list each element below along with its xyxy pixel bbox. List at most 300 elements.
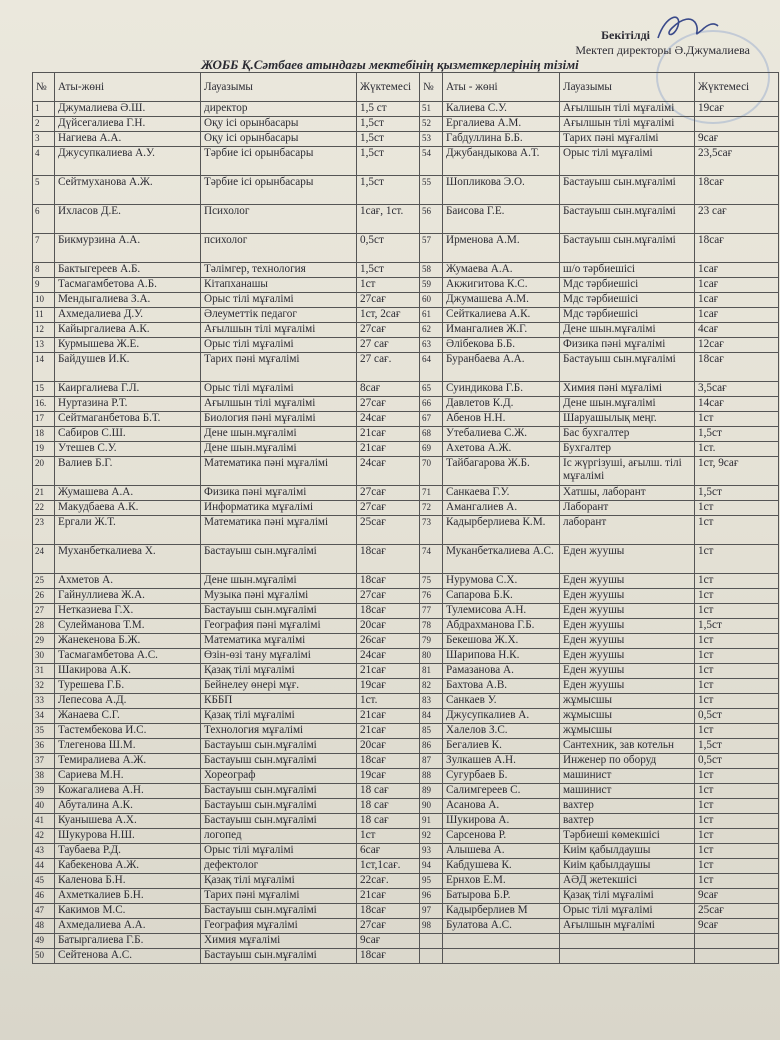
cell-name: Темиралиева А.Ж. (55, 754, 201, 769)
cell-n: 46 (33, 889, 55, 904)
cell-name: Ахмедалиева А.А. (55, 919, 201, 934)
cell-n: 25 (33, 574, 55, 589)
cell-position: Қазақ тілі мұғалімі (201, 709, 357, 724)
cell-position: Математика пәні мұғалімі (201, 457, 357, 486)
table-row (33, 132, 779, 147)
cell-n-2: 85 (420, 724, 443, 739)
cell-position-2: Мдс тәрбиешісі (560, 293, 695, 308)
table-row (33, 919, 779, 934)
cell-load-2: 18сағ (695, 176, 779, 205)
cell-n-2: 63 (420, 338, 443, 353)
cell-n-2: 66 (420, 397, 443, 412)
table-row (33, 889, 779, 904)
cell-n: 35 (33, 724, 55, 739)
table-row (33, 604, 779, 619)
cell-n-2: 57 (420, 234, 443, 263)
cell-load-2: 1ст (695, 604, 779, 619)
cell-n-2: 61 (420, 308, 443, 323)
cell-load-2: 25сағ (695, 904, 779, 919)
cell-position-2: машинист (560, 784, 695, 799)
cell-name: Нагиева А.А. (55, 132, 201, 147)
cell-n-2: 60 (420, 293, 443, 308)
cell-n: 15 (33, 382, 55, 397)
cell-load-2: 1сағ (695, 308, 779, 323)
cell-name: Джумалиева Ә.Ш. (55, 102, 201, 117)
cell-n-2: 64 (420, 353, 443, 382)
table-row (33, 278, 779, 293)
cell-n: 26 (33, 589, 55, 604)
table-row (33, 949, 779, 964)
cell-name-2: Суиндикова Г.Б. (443, 382, 560, 397)
cell-name-2: Амангалиев А. (443, 501, 560, 516)
cell-position: Қазақ тілі мұғалімі (201, 664, 357, 679)
cell-load: 21сағ (357, 664, 420, 679)
cell-load-2: 1ст (695, 859, 779, 874)
cell-load-2: 3,5сағ (695, 382, 779, 397)
cell-position: Дене шын.мұғалімі (201, 427, 357, 442)
table-row (33, 874, 779, 889)
cell-position-2: Физика пәні мұғалімі (560, 338, 695, 353)
cell-name: Ахметов А. (55, 574, 201, 589)
table-row (33, 634, 779, 649)
cell-n: 8 (33, 263, 55, 278)
cell-n-2: 98 (420, 919, 443, 934)
cell-name-2: Зулкашев А.Н. (443, 754, 560, 769)
cell-position-2: Хатшы, лаборант (560, 486, 695, 501)
cell-position-2: Орыс тілі мұғалімі (560, 147, 695, 176)
cell-n: 36 (33, 739, 55, 754)
cell-load-2: 1,5ст (695, 427, 779, 442)
cell-n: 22 (33, 501, 55, 516)
cell-load: 24сағ (357, 457, 420, 486)
cell-name-2: Ахетова А.Ж. (443, 442, 560, 457)
cell-load: 27сағ (357, 919, 420, 934)
director-line: Мектеп директоры Ә.Джумалиева (575, 43, 750, 57)
cell-position: Музыка пәні мұғалімі (201, 589, 357, 604)
cell-name: Турешева Г.Б. (55, 679, 201, 694)
col-header-load-2: Жүктемесі (695, 73, 779, 102)
cell-load: 24сағ (357, 412, 420, 427)
cell-load: 27сағ (357, 486, 420, 501)
cell-name-2: Сейткалиева А.К. (443, 308, 560, 323)
cell-load-2: 1сағ (695, 263, 779, 278)
cell-n: 4 (33, 147, 55, 176)
cell-name: Джусупкалиева А.У. (55, 147, 201, 176)
cell-load-2: 1,5ст (695, 619, 779, 634)
cell-n-2: 92 (420, 829, 443, 844)
cell-name: Каленова Б.Н. (55, 874, 201, 889)
cell-position-2: жұмысшы (560, 724, 695, 739)
cell-position: Тарих пәні мұғалімі (201, 353, 357, 382)
table-row (33, 844, 779, 859)
cell-load-2: 1ст (695, 814, 779, 829)
cell-position: Бастауыш сын.мұғалімі (201, 814, 357, 829)
cell-name: Ахметкалиев Б.Н. (55, 889, 201, 904)
cell-load: 0,5ст (357, 234, 420, 263)
cell-n-2: 73 (420, 516, 443, 545)
cell-name: Лепесова А.Д. (55, 694, 201, 709)
cell-position: География мұғалімі (201, 919, 357, 934)
table-row (33, 397, 779, 412)
cell-name-2: Давлетов К.Д. (443, 397, 560, 412)
cell-name: Гайнуллиева Ж.А. (55, 589, 201, 604)
cell-load-2: 18сағ (695, 234, 779, 263)
cell-load-2: 1сағ (695, 293, 779, 308)
cell-load-2: 1ст (695, 874, 779, 889)
cell-position: Өзін-өзі тану мұғалімі (201, 649, 357, 664)
cell-position: дефектолог (201, 859, 357, 874)
cell-load: 1сағ, 1ст. (357, 205, 420, 234)
cell-load-2: 1ст (695, 679, 779, 694)
cell-n-2: 89 (420, 784, 443, 799)
cell-position: Тарих пәні мұғалімі (201, 889, 357, 904)
cell-n: 41 (33, 814, 55, 829)
cell-name-2: Халелов З.С. (443, 724, 560, 739)
cell-load: 21сағ (357, 889, 420, 904)
table-row (33, 934, 779, 949)
cell-name-2: Тайбагарова Ж.Б. (443, 457, 560, 486)
cell-name-2: Рамазанова А. (443, 664, 560, 679)
cell-load-2: 1ст (695, 844, 779, 859)
cell-position-2: Еден жуушы (560, 574, 695, 589)
cell-load: 27сағ (357, 397, 420, 412)
cell-n-2: 52 (420, 117, 443, 132)
cell-load-2: 1ст (695, 545, 779, 574)
col-header-name-2: Аты - жөні (443, 73, 560, 102)
cell-position: Информатика мұғалімі (201, 501, 357, 516)
cell-position-2: Дене шын.мұғалімі (560, 323, 695, 338)
cell-name-2: Калиева С.У. (443, 102, 560, 117)
cell-n: 29 (33, 634, 55, 649)
cell-name: Мендыгалиева З.А. (55, 293, 201, 308)
cell-name-2: Шарипова Н.К. (443, 649, 560, 664)
cell-position-2: лаборант (560, 516, 695, 545)
cell-load-2: 1ст (695, 516, 779, 545)
cell-position-2: жұмысшы (560, 709, 695, 724)
cell-position: логопед (201, 829, 357, 844)
cell-position-2: Бастауыш сын.мұғалімі (560, 176, 695, 205)
cell-name-2: Джусупкалиев А. (443, 709, 560, 724)
cell-position: Бастауыш сын.мұғалімі (201, 949, 357, 964)
cell-n-2: 96 (420, 889, 443, 904)
cell-load-2: 1,5ст (695, 486, 779, 501)
cell-load-2: 1ст (695, 829, 779, 844)
cell-load-2: 1ст (695, 799, 779, 814)
cell-n: 43 (33, 844, 55, 859)
cell-load: 1ст (357, 278, 420, 293)
cell-position: Бастауыш сын.мұғалімі (201, 784, 357, 799)
cell-n: 33 (33, 694, 55, 709)
cell-name: Каиргалиева Г.Л. (55, 382, 201, 397)
table-row (33, 754, 779, 769)
cell-position: Орыс тілі мұғалімі (201, 338, 357, 353)
cell-name-2: Батырова Б.Р. (443, 889, 560, 904)
cell-load-2: 1ст (695, 724, 779, 739)
cell-load: 1ст (357, 829, 420, 844)
cell-n-2: 51 (420, 102, 443, 117)
cell-load: 18сағ (357, 754, 420, 769)
cell-load: 21сағ (357, 709, 420, 724)
table-row (33, 799, 779, 814)
cell-load: 8сағ (357, 382, 420, 397)
table-row (33, 784, 779, 799)
cell-n: 10 (33, 293, 55, 308)
cell-name: Нетказиева Г.Х. (55, 604, 201, 619)
cell-name-2: Бегалиев К. (443, 739, 560, 754)
cell-n: 17 (33, 412, 55, 427)
cell-load-2: 1ст (695, 649, 779, 664)
cell-load: 1,5ст (357, 147, 420, 176)
cell-load: 27 сағ (357, 338, 420, 353)
table-row (33, 412, 779, 427)
cell-name-2: Муканбеткалиева А.С. (443, 545, 560, 574)
cell-position: Кітапханашы (201, 278, 357, 293)
table-row (33, 859, 779, 874)
cell-name: Тасмагамбетова А.С. (55, 649, 201, 664)
cell-n-2: 90 (420, 799, 443, 814)
cell-n: 13 (33, 338, 55, 353)
cell-n-2: 70 (420, 457, 443, 486)
cell-load-2: 1ст (695, 769, 779, 784)
cell-position: Тәрбие ісі орынбасары (201, 147, 357, 176)
col-header-number-2: № (420, 73, 443, 102)
cell-n-2: 88 (420, 769, 443, 784)
cell-n-2: 93 (420, 844, 443, 859)
table-row (33, 338, 779, 353)
cell-position-2: Еден жуушы (560, 634, 695, 649)
cell-load: 27сағ (357, 323, 420, 338)
cell-name-2: Бахтова А.В. (443, 679, 560, 694)
cell-load-2: 9сағ (695, 919, 779, 934)
cell-load-2: 1ст, 9сағ (695, 457, 779, 486)
cell-name-2: Джубандыкова А.Т. (443, 147, 560, 176)
cell-name-2: Сапарова Б.К. (443, 589, 560, 604)
cell-name-2: Санкаев У. (443, 694, 560, 709)
cell-position: Бастауыш сын.мұғалімі (201, 545, 357, 574)
cell-name-2: Нурумова С.Х. (443, 574, 560, 589)
cell-name-2: Ернхов Е.М. (443, 874, 560, 889)
table-row (33, 769, 779, 784)
cell-n: 47 (33, 904, 55, 919)
cell-name-2: Буранбаева А.А. (443, 353, 560, 382)
cell-position-2: Шаруашылық меңг. (560, 412, 695, 427)
cell-position: Бастауыш сын.мұғалімі (201, 604, 357, 619)
cell-n-2: 84 (420, 709, 443, 724)
cell-position: Дене шын.мұғалімі (201, 442, 357, 457)
cell-load-2: 1ст (695, 589, 779, 604)
cell-n: 20 (33, 457, 55, 486)
cell-n-2: 65 (420, 382, 443, 397)
table-row (33, 457, 779, 486)
cell-n-2: 77 (420, 604, 443, 619)
cell-load: 22сағ. (357, 874, 420, 889)
cell-load-2 (695, 117, 779, 132)
cell-name-2 (443, 949, 560, 964)
cell-load: 6сағ (357, 844, 420, 859)
cell-name-2: Ирменова А.М. (443, 234, 560, 263)
cell-position: Бастауыш сын.мұғалімі (201, 799, 357, 814)
cell-name: Бактыгереев А.Б. (55, 263, 201, 278)
cell-position: Хореограф (201, 769, 357, 784)
approved-label: Бекітілді (601, 28, 650, 42)
cell-position-2: Лаборант (560, 501, 695, 516)
cell-n: 21 (33, 486, 55, 501)
cell-n-2: 95 (420, 874, 443, 889)
cell-name-2 (443, 934, 560, 949)
cell-load-2: 1ст (695, 694, 779, 709)
cell-position-2: Орыс тілі мұғалімі (560, 904, 695, 919)
cell-load-2: 1ст (695, 634, 779, 649)
cell-n-2: 75 (420, 574, 443, 589)
cell-load-2: 18сағ (695, 353, 779, 382)
cell-n: 30 (33, 649, 55, 664)
cell-load: 1,5ст (357, 117, 420, 132)
table-row (33, 263, 779, 278)
cell-n-2: 62 (420, 323, 443, 338)
cell-position-2: Бухгалтер (560, 442, 695, 457)
cell-load-2: 19сағ (695, 102, 779, 117)
cell-position: Химия мұғалімі (201, 934, 357, 949)
cell-load: 21сағ (357, 724, 420, 739)
col-header-position: Лауазымы (201, 73, 357, 102)
cell-name-2: Абдрахманова Г.Б. (443, 619, 560, 634)
cell-n: 3 (33, 132, 55, 147)
cell-name-2: Салимгереев С. (443, 784, 560, 799)
cell-position: Физика пәні мұғалімі (201, 486, 357, 501)
cell-load: 1,5 ст (357, 102, 420, 117)
cell-load-2: 23,5сағ (695, 147, 779, 176)
cell-n: 12 (33, 323, 55, 338)
table-row (33, 545, 779, 574)
cell-load: 27сағ (357, 501, 420, 516)
cell-name: Дүйсегалиева Г.Н. (55, 117, 201, 132)
cell-position: Биология пәні мұғалімі (201, 412, 357, 427)
cell-name-2: Акжигитова К.С. (443, 278, 560, 293)
col-header-load: Жүктемесі (357, 73, 420, 102)
cell-position: Психолог (201, 205, 357, 234)
table-row (33, 427, 779, 442)
cell-n-2: 83 (420, 694, 443, 709)
cell-load: 1,5ст (357, 263, 420, 278)
table-row (33, 709, 779, 724)
cell-position-2: Тәрбиеші көмекшісі (560, 829, 695, 844)
cell-position-2: Сантехник, зав котельн (560, 739, 695, 754)
cell-name-2: Әлібекова Б.Б. (443, 338, 560, 353)
cell-n-2: 74 (420, 545, 443, 574)
cell-name: Жумашева А.А. (55, 486, 201, 501)
cell-n-2: 78 (420, 619, 443, 634)
cell-n-2: 86 (420, 739, 443, 754)
cell-n-2: 82 (420, 679, 443, 694)
cell-position-2: Киім қабылдаушы (560, 859, 695, 874)
cell-load: 27 сағ. (357, 353, 420, 382)
cell-position: Оқу ісі орынбасары (201, 132, 357, 147)
cell-position-2: Тарих пәні мұғалімі (560, 132, 695, 147)
cell-load-2: 9сағ (695, 889, 779, 904)
cell-position: Тәлімгер, технология (201, 263, 357, 278)
cell-name-2: Кадырберлиева К.М. (443, 516, 560, 545)
cell-position-2: Қазақ тілі мұғалімі (560, 889, 695, 904)
cell-load-2: 1сағ (695, 278, 779, 293)
cell-position-2: Мдс тәрбиешісі (560, 278, 695, 293)
cell-name: Сейтмуханова А.Ж. (55, 176, 201, 205)
table-row (33, 904, 779, 919)
table-row (33, 679, 779, 694)
cell-load: 18сағ (357, 574, 420, 589)
cell-position: КББП (201, 694, 357, 709)
cell-load-2: 1ст (695, 784, 779, 799)
cell-position-2: Еден жуушы (560, 664, 695, 679)
cell-position: Бастауыш сын.мұғалімі (201, 904, 357, 919)
table-row (33, 739, 779, 754)
cell-n: 9 (33, 278, 55, 293)
cell-load: 25сағ (357, 516, 420, 545)
cell-name-2: Габдуллина Б.Б. (443, 132, 560, 147)
cell-position-2: Еден жуушы (560, 545, 695, 574)
cell-position-2: машинист (560, 769, 695, 784)
cell-position-2: Еден жуушы (560, 589, 695, 604)
cell-name: Байдушев И.К. (55, 353, 201, 382)
cell-position: Бейнелеу өнері мұғ. (201, 679, 357, 694)
cell-name: Жанекенова Б.Ж. (55, 634, 201, 649)
cell-load: 19сағ (357, 769, 420, 784)
cell-n-2: 56 (420, 205, 443, 234)
cell-load: 1ст,1сағ. (357, 859, 420, 874)
cell-name: Курмышева Ж.Е. (55, 338, 201, 353)
cell-position-2: Еден жуушы (560, 649, 695, 664)
cell-load: 20сағ (357, 619, 420, 634)
cell-n-2: 55 (420, 176, 443, 205)
cell-name: Шукурова Н.Ш. (55, 829, 201, 844)
cell-position-2: Бастауыш сын.мұғалімі (560, 205, 695, 234)
table-row (33, 664, 779, 679)
cell-load: 21сағ (357, 427, 420, 442)
cell-name: Ахмедалиева Д.У. (55, 308, 201, 323)
cell-n-2: 97 (420, 904, 443, 919)
cell-position-2: Еден жуушы (560, 604, 695, 619)
cell-load-2: 1ст (695, 574, 779, 589)
col-header-name: Аты-жөні (55, 73, 201, 102)
cell-name-2: Шопликова Э.О. (443, 176, 560, 205)
cell-position-2: ш/о тәрбиешісі (560, 263, 695, 278)
cell-position: Оқу ісі орынбасары (201, 117, 357, 132)
cell-position: Математика мұғалімі (201, 634, 357, 649)
cell-n: 2 (33, 117, 55, 132)
cell-name: Сейтмаганбетова Б.Т. (55, 412, 201, 427)
cell-n: 23 (33, 516, 55, 545)
cell-load-2: 1ст. (695, 442, 779, 457)
cell-load: 18 сағ (357, 814, 420, 829)
cell-load-2: 4сағ (695, 323, 779, 338)
cell-n-2: 67 (420, 412, 443, 427)
table-row (33, 205, 779, 234)
cell-position-2: Химия пәні мұғалімі (560, 382, 695, 397)
cell-n: 28 (33, 619, 55, 634)
cell-position-2: Бастауыш сын.мұғалімі (560, 234, 695, 263)
cell-n: 16. (33, 397, 55, 412)
cell-load: 1,5ст (357, 176, 420, 205)
cell-n: 37 (33, 754, 55, 769)
cell-load: 27сағ (357, 293, 420, 308)
cell-name: Макудбаева А.К. (55, 501, 201, 516)
cell-name: Абуталина А.К. (55, 799, 201, 814)
cell-position: Әлеуметтік педагог (201, 308, 357, 323)
cell-name: Тасмагамбетова А.Б. (55, 278, 201, 293)
table-row (33, 589, 779, 604)
cell-n: 48 (33, 919, 55, 934)
cell-n: 19 (33, 442, 55, 457)
cell-name-2: Утебалиева С.Ж. (443, 427, 560, 442)
